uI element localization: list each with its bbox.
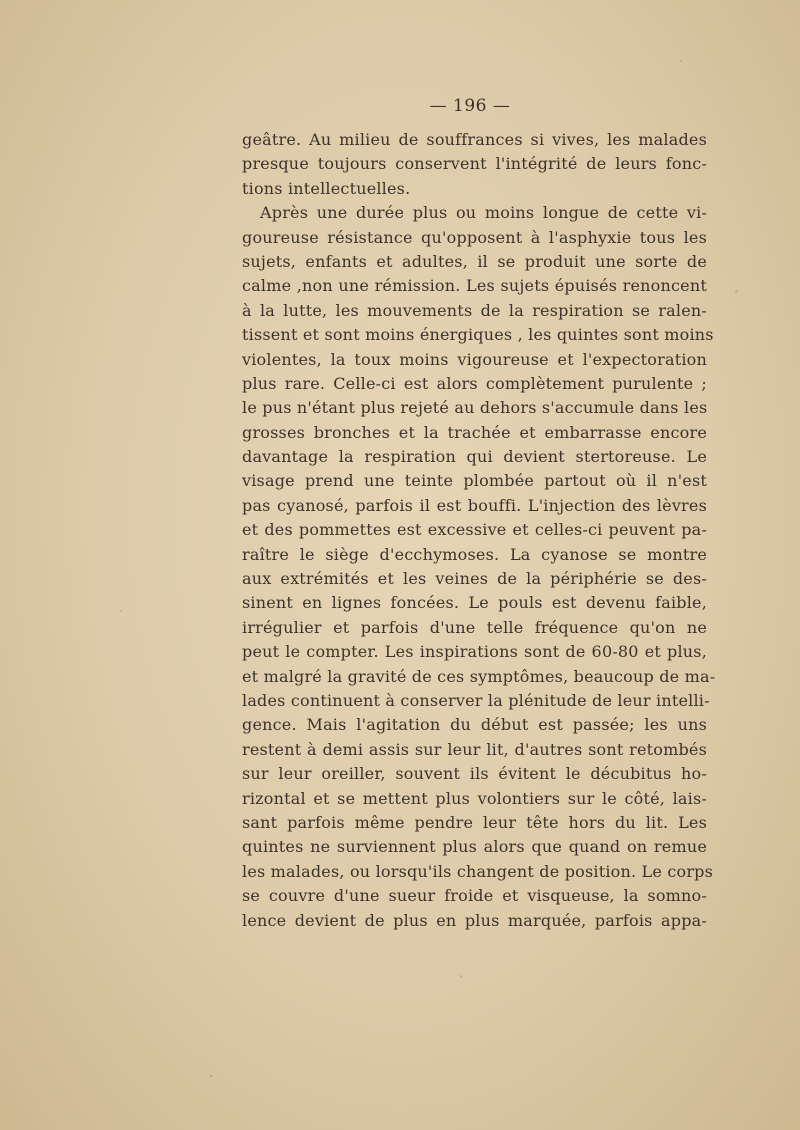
text-line: calme ,non une rémission. Les sujets épuisés renoncent	[242, 276, 707, 296]
body-text	[242, 128, 716, 933]
text-line: Après une durée plus ou moins longue de cette vi-	[260, 203, 707, 223]
text-line: gence. Mais l'agitation du début est passée; les uns	[242, 715, 707, 735]
text-line: lades continuent à conserver la plénitude de leur intelli-	[242, 690, 710, 710]
text-line: sur leur oreiller, souvent ils évitent le décubitus ho-	[242, 764, 707, 784]
text-line: les malades, ou lorsqu'ils changent de position. Le corps	[242, 861, 714, 881]
text-line: davantage la respiration qui devient stertoreuse. Le	[242, 447, 707, 467]
text-line: raître le siège d'ecchymoses. La cyanose se montre	[242, 544, 707, 564]
paper-speck	[735, 290, 738, 293]
text-line: restent à demi assis sur leur lit, d'autres sont retombés	[242, 739, 707, 759]
text-line: tions intellectuelles.	[242, 178, 411, 198]
text-line: quintes ne surviennent plus alors que quand on remue	[242, 837, 707, 857]
text-line: le pus n'étant plus rejeté au dehors s'accumule dans les	[242, 398, 708, 418]
text-line: goureuse résistance qu'opposent à l'asphyxie tous les	[242, 227, 707, 247]
text-line: geâtre. Au milieu de souffrances si vives, les malades	[242, 130, 707, 149]
text-line: violentes, la toux moins vigoureuse et l'expectoration	[242, 349, 707, 369]
paper-speck	[460, 975, 462, 978]
text-line: sujets, enfants et adultes, il se produit une sorte de	[242, 251, 707, 271]
page-number: — 196 —	[429, 96, 511, 116]
text-line: pas cyanosé, parfois il est bouffi. L'injection des lèvres	[242, 495, 707, 515]
text-line: aux extrémités et les veines de la périphérie se des-	[242, 569, 707, 589]
text-line: grosses bronches et la trachée et embarrasse encore	[242, 422, 707, 442]
text-line: irrégulier et parfois d'une telle fréquence qu'on ne	[242, 617, 707, 637]
text-line: et des pommettes est excessive et celles-ci peuvent pa-	[242, 520, 707, 540]
text-line: tissent et sont moins énergiques , les quintes sont moins	[242, 325, 714, 345]
paper-speck	[210, 1075, 213, 1077]
text-line: sant parfois même pendre leur tête hors du lit. Les	[242, 812, 707, 832]
text-line: se couvre d'une sueur froide et visqueuse, la somno-	[242, 886, 707, 906]
text-line: visage prend une teinte plombée partout où il n'est	[242, 471, 707, 491]
text-line: à la lutte, les mouvements de la respiration se ralen-	[242, 300, 707, 320]
text-line: plus rare. Celle-ci est alors complètement purulente ;	[242, 373, 707, 393]
text-line: sinent en lignes foncées. Le pouls est devenu faible,	[242, 593, 707, 613]
paper-speck	[680, 60, 682, 62]
text-line: lence devient de plus en plus marquée, parfois appa-	[242, 910, 707, 930]
text-line: peut le compter. Les inspirations sont de 60-80 et plus,	[242, 642, 707, 662]
text-line: et malgré la gravité de ces symptômes, beaucoup de ma-	[242, 666, 716, 686]
text-line: presque toujours conservent l'intégrité de leurs fonc-	[242, 154, 707, 174]
text-line: rizontal et se mettent plus volontiers sur le côté, lais-	[242, 788, 707, 808]
paper-speck	[120, 610, 122, 612]
